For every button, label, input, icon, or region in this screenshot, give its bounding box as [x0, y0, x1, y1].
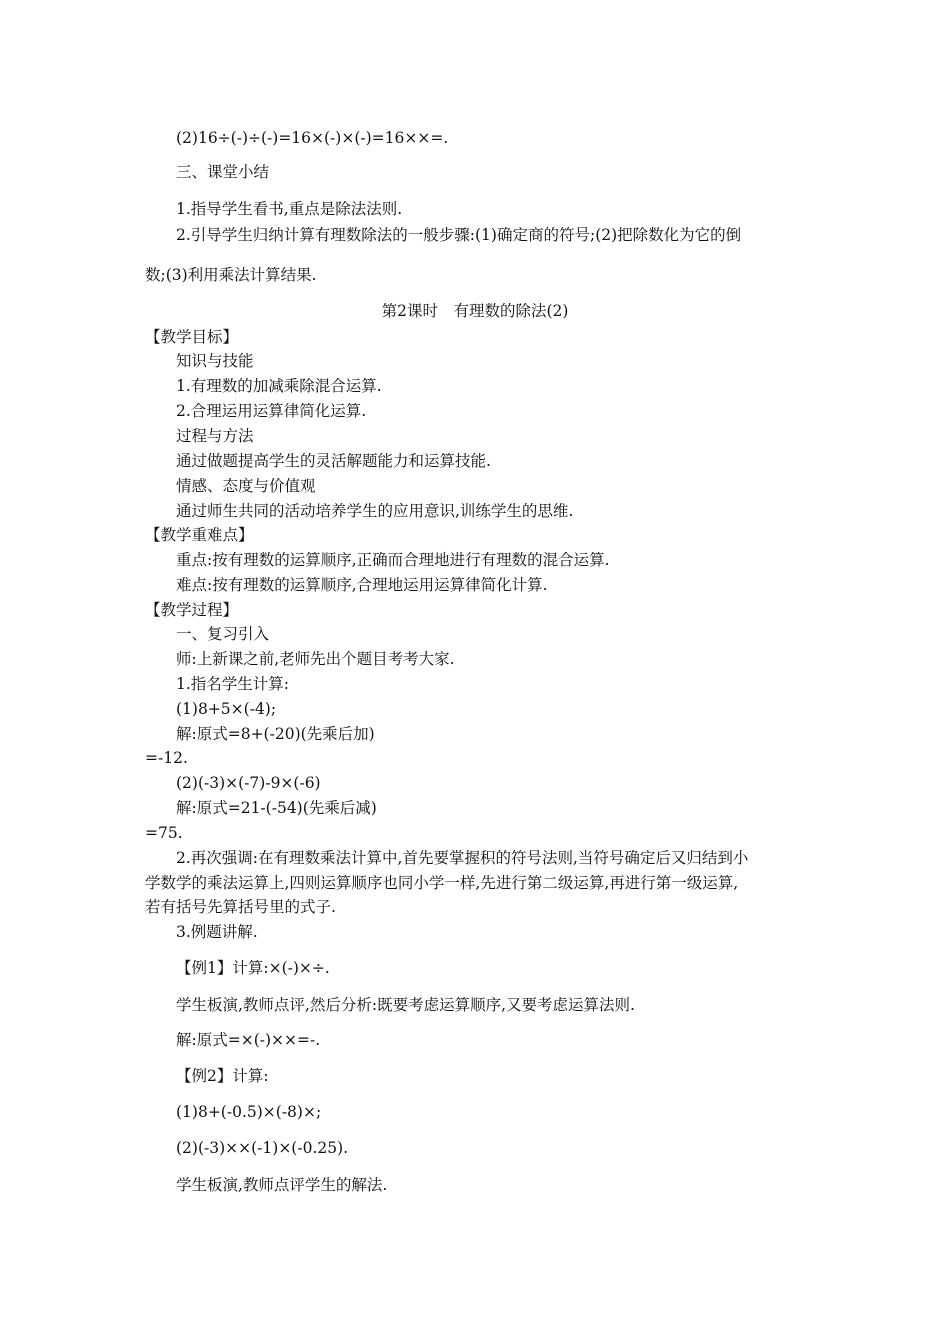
lesson-title: 第2课时 有理数的除法(2) — [381, 302, 569, 320]
text-line: (2)(-3)×(-7)-9×(-6) — [176, 774, 321, 792]
text-line: (1)8+(-0.5)×(-8)×; — [176, 1103, 322, 1121]
subheading: 一、复习引入 — [176, 625, 270, 643]
text-line: 2.再次强调:在有理数乘法计算中,首先要掌握积的符号法则,当符号确定后又归结到小 — [176, 849, 749, 867]
subheading: 过程与方法 — [176, 427, 254, 445]
text-line: 通过做题提高学生的灵活解题能力和运算技能. — [176, 452, 491, 470]
text-line: 2.合理运用运算律简化运算. — [176, 402, 367, 420]
section-heading: 【教学重难点】 — [145, 526, 254, 544]
example-heading: 【例2】计算: — [176, 1067, 269, 1085]
text-line: (1)8+5×(-4); — [176, 700, 277, 718]
text-line: 数;(3)利用乘法计算结果. — [145, 266, 317, 284]
text-line: 难点:按有理数的运算顺序,合理地运用运算律简化计算. — [176, 576, 548, 594]
section-heading: 【教学过程】 — [145, 601, 239, 619]
text-line: =75. — [145, 824, 183, 842]
text-line: 1.指名学生计算: — [176, 675, 290, 693]
section-heading: 三、课堂小结 — [176, 163, 270, 181]
text-line: =-12. — [145, 749, 188, 767]
text-line: 重点:按有理数的运算顺序,正确而合理地进行有理数的混合运算. — [176, 551, 610, 569]
text-line: 3.例题讲解. — [176, 923, 258, 941]
text-line: 解:原式=×(-)××=-. — [176, 1031, 321, 1049]
subheading: 情感、态度与价值观 — [176, 477, 316, 495]
text-line: 通过师生共同的活动培养学生的应用意识,训练学生的思维. — [176, 502, 574, 520]
subheading: 知识与技能 — [176, 352, 254, 370]
text-line: 解:原式=8+(-20)(先乘后加) — [176, 725, 375, 743]
text-line: 1.指导学生看书,重点是除法法则. — [176, 200, 403, 218]
text-line: 1.有理数的加减乘除混合运算. — [176, 377, 382, 395]
text-line: 若有括号先算括号里的式子. — [145, 898, 336, 916]
text-line: 学生板演,教师点评,然后分析:既要考虑运算顺序,又要考虑运算法则. — [176, 996, 635, 1014]
text-line: 2.引导学生归纳计算有理数除法的一般步骤:(1)确定商的符号;(2)把除数化为它的倒 — [176, 226, 742, 244]
example-heading: 【例1】计算:×(-)×÷. — [176, 959, 330, 977]
text-line: 师:上新课之前,老师先出个题目考考大家. — [176, 650, 455, 668]
text-line: (2)16÷(-)÷(-)=16×(-)×(-)=16××=. — [176, 129, 449, 147]
section-heading: 【教学目标】 — [145, 328, 239, 346]
text-line: 学数学的乘法运算上,四则运算顺序也同小学一样,先进行第二级运算,再进行第一级运算, — [145, 874, 739, 892]
text-line: 学生板演,教师点评学生的解法. — [176, 1176, 388, 1194]
text-line: (2)(-3)××(-1)×(-0.25). — [176, 1139, 349, 1157]
text-line: 解:原式=21-(-54)(先乘后减) — [176, 799, 377, 817]
